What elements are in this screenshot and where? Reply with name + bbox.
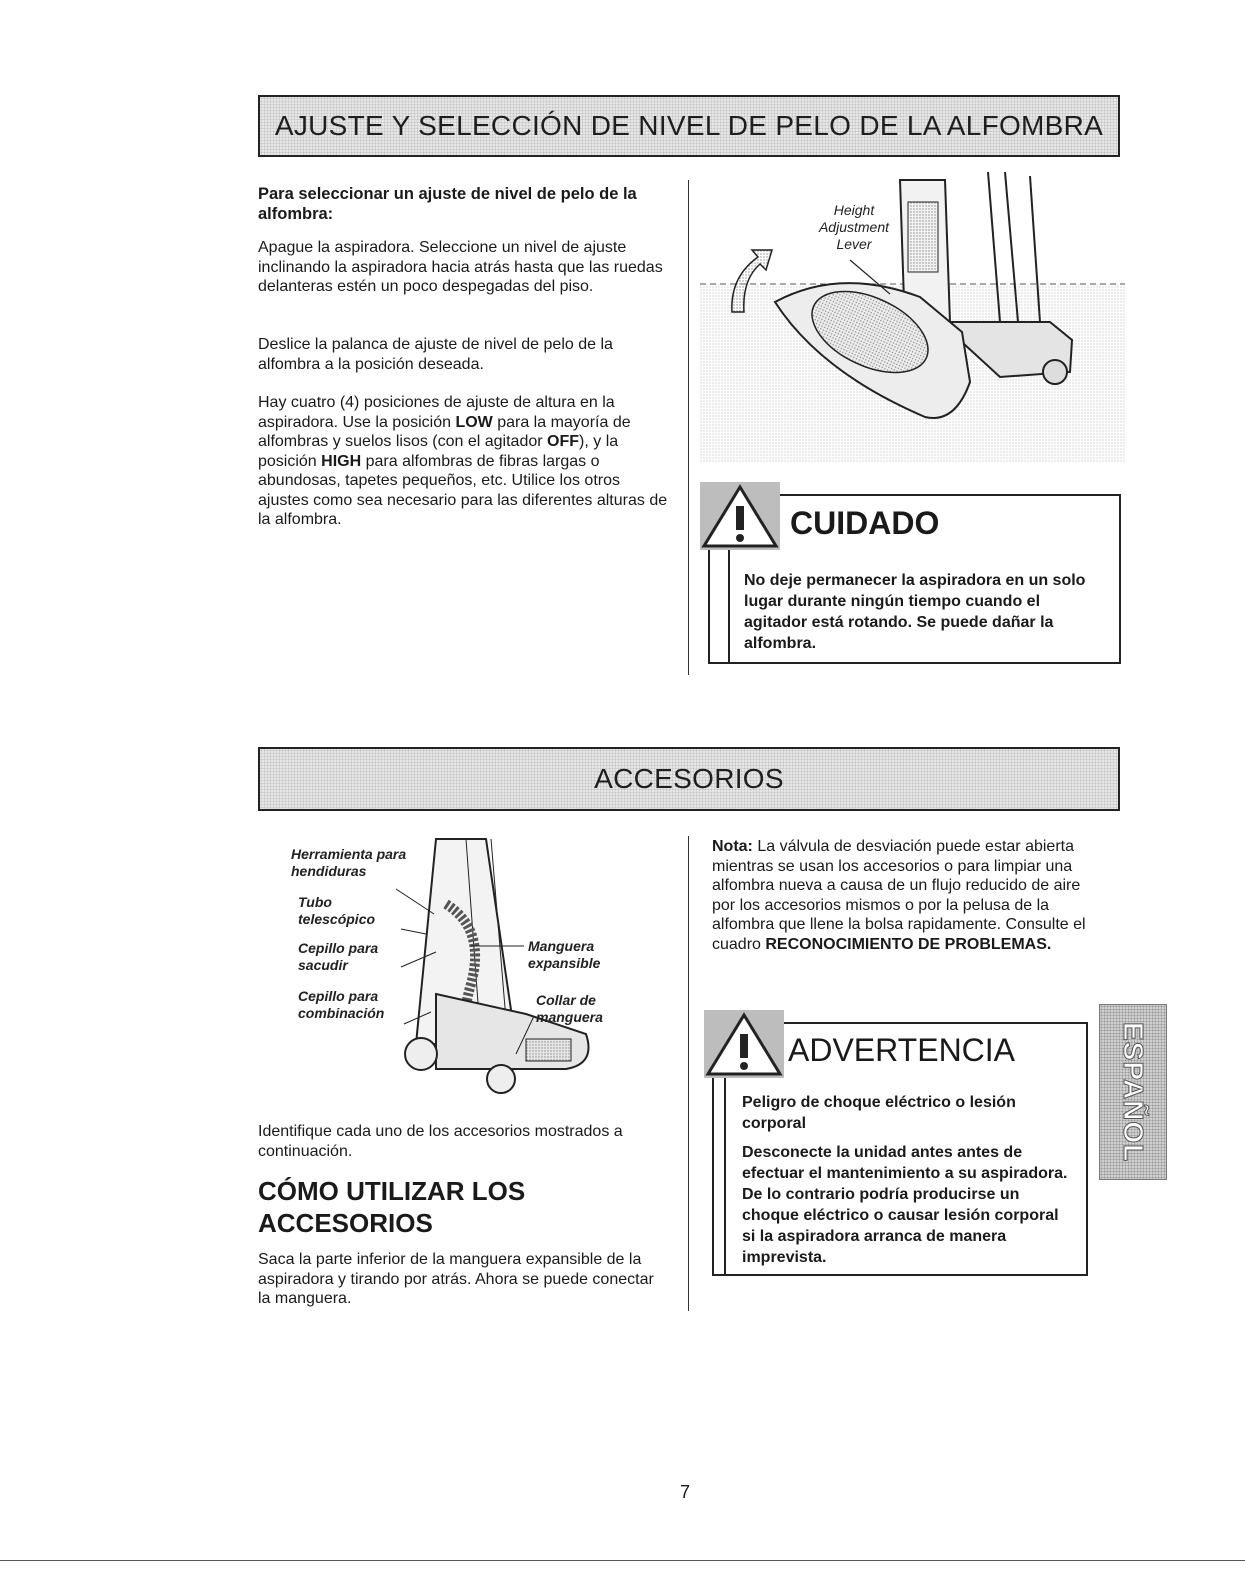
section-banner-accessories [258, 747, 1120, 811]
bottom-rule [0, 1560, 1245, 1561]
accessories-illustration [286, 834, 626, 1114]
paragraph-saca: Saca la parte inferior de la manguera expansible de la aspiradora y tirando por atrás. Ahora se puede conectar la manguera. [258, 1251, 654, 1307]
warning-triangle-icon [700, 482, 780, 550]
vacuum-drawing [700, 172, 1125, 462]
height-lever-label: Height Adjustment Lever [818, 202, 890, 252]
high-setting: HIGH [321, 452, 362, 470]
paragraph-nota: Nota: La válvula de desviación puede estar abierta mientras se usan los accesorios o para limpiar una alfombra nueva a causa de un flujo reducido de aire por los accesorios mismos o por la pelusa de la alfombra que llene la bolsa rapidamente. Consulte el cuadro RECONOCIMIENTO DE PROBLEMAS. [712, 838, 1086, 953]
dusting-brush-label: Cepillo para sacudir [298, 940, 379, 973]
combination-brush-label: Cepillo para combinación [298, 988, 385, 1021]
crevice-tool-label: Herramienta para hendiduras [291, 846, 407, 879]
paragraph-identifique: Identifique cada uno de los accesorios mostrados a continuación. [258, 1123, 623, 1160]
lead-heading: Para seleccionar un ajuste de nivel de pelo de la alfombra: [258, 185, 637, 223]
caution-title: CUIDADO [790, 505, 940, 541]
subheading-como-utilizar: CÓMO UTILIZAR LOS ACCESORIOS [258, 1176, 526, 1238]
vacuum-height-illustration [700, 172, 1125, 462]
low-setting: LOW [455, 413, 493, 431]
paragraph-apague: Apague la aspiradora. Seleccione un nivel de ajuste inclinando la aspiradora hacia atrás hasta que las ruedas delanteras estén un poco despegadas del piso. [258, 239, 663, 295]
side-tab-label: ESPAÑOL [1118, 1021, 1149, 1163]
warning-triangle-icon [704, 1010, 784, 1078]
column-divider [688, 180, 689, 675]
column-divider [688, 836, 689, 1311]
warning-line-disconnect: Desconecte la unidad antes antes de efectuar el mantenimiento a su aspiradora. De lo contrario podría producirse un choque eléctrico o causar lesión corporal si la aspiradora arranca de manera imprevista. [742, 1144, 1068, 1266]
banner-title: ACCESORIOS [594, 763, 784, 794]
hose-collar-label: Collar de manguera [536, 992, 603, 1025]
warning-line-hazard: Peligro de choque eléctrico o lesión corporal [742, 1094, 1016, 1132]
off-setting: OFF [547, 433, 580, 450]
section-banner-carpet-height [258, 95, 1120, 157]
paragraph-deslice: Deslice la palanca de ajuste de nivel de pelo de la alfombra a la posición deseada. [258, 336, 613, 373]
warning-title: ADVERTENCIA [788, 1032, 1016, 1068]
note-label: Nota: [712, 838, 753, 855]
caution-text: No deje permanecer la aspiradora en un solo lugar durante ningún tiempo cuando el agitador está rotando. Se puede dañar la alfombra. [744, 572, 1086, 652]
page-number: 7 [680, 1482, 691, 1502]
language-side-tab [1099, 1004, 1167, 1180]
telescopic-wand-label: Tubo telescópico [298, 894, 376, 927]
expandable-hose-label: Manguera expansible [528, 938, 601, 971]
paragraph-posiciones: Hay cuatro (4) posiciones de ajuste de altura en la aspiradora. Use la posición LOW para la mayoría de alfombras y suelos lisos (con el agitador OFF), y la posición HIGH para alfombras de fibras largas o abundosas, tapetes pequeños, etc. Utilice los otros ajustes como sea necesario para las diferentes alturas de la alfombra. [258, 394, 668, 528]
banner-title: AJUSTE Y SELECCIÓN DE NIVEL DE PELO DE LA ALFOMBRA [274, 110, 1104, 141]
troubleshooting-reference: RECONOCIMIENTO DE PROBLEMAS. [765, 935, 1052, 953]
